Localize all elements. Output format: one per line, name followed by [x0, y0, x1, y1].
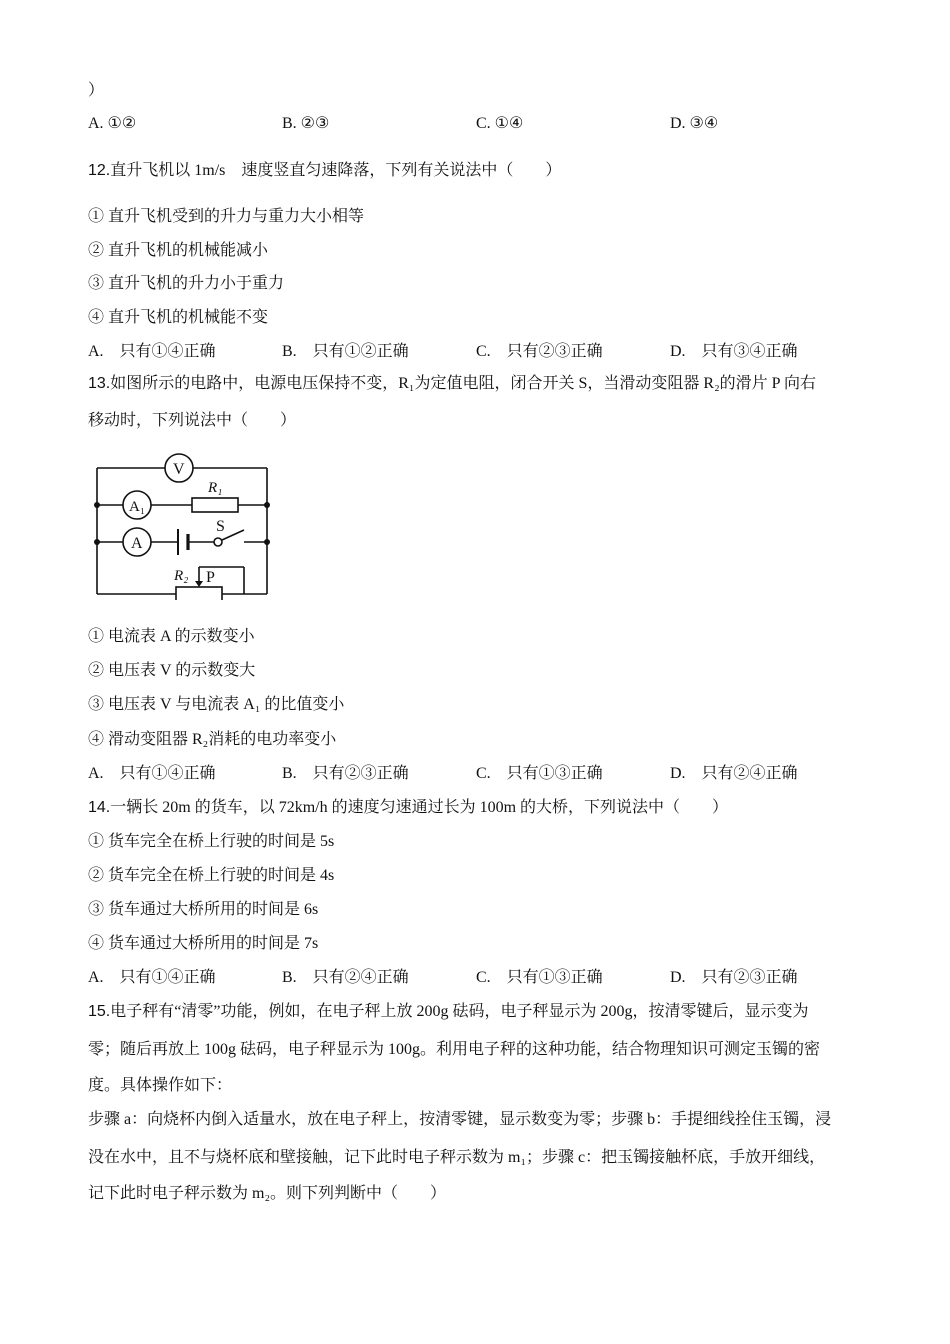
- q12-options: [88, 341, 868, 363]
- q11-option-a[interactable]: A. ①②: [88, 115, 137, 132]
- q12-stem: [88, 160, 561, 182]
- q12-statement-4: ④ 直升飞机的机械能不变: [88, 309, 269, 326]
- q14-statement-4: ④ 货车通过大桥所用的时间是 7s: [88, 935, 319, 952]
- q13-number: 13.: [88, 375, 111, 392]
- q13-options: [88, 763, 868, 785]
- q12-statement-2: ② 直升飞机的机械能减小: [88, 242, 269, 259]
- q12-statement-1: ① 直升飞机受到的升力与重力大小相等: [88, 208, 365, 225]
- q14-stem: [88, 797, 728, 819]
- q12-statement-3: ③ 直升飞机的升力小于重力: [88, 275, 285, 292]
- q15-line-3: 度。具体操作如下：: [88, 1077, 233, 1094]
- q14-statement-3: ③ 货车通过大桥所用的时间是 6s: [88, 901, 319, 918]
- r1-label: R₁: [208, 480, 223, 496]
- q15-line-6: 记下此时电子秤示数为 m₂。则下列判断中（ ）: [88, 1185, 447, 1202]
- q14-option-c[interactable]: C. 只有①③正确: [476, 969, 603, 986]
- ammeter-label: A: [131, 535, 143, 552]
- q14-statement-1: ① 货车完全在桥上行驶的时间是 5s: [88, 833, 335, 850]
- q13-statement-4: ④ 滑动变阻器 R₂消耗的电功率变小: [88, 731, 337, 748]
- q14-options: [88, 967, 868, 989]
- circuit-diagram: [92, 450, 282, 600]
- q13-statement-3: ③ 电压表 V 与电流表 A₁ 的比值变小: [88, 696, 345, 713]
- q14-option-d[interactable]: D. 只有②③正确: [670, 969, 798, 986]
- q14-stem-text: 一辆长 20m 的货车，以 72km/h 的速度匀速通过长为 100m 的大桥，下列说法中（ ）: [110, 799, 729, 816]
- q12-number: 12.: [88, 162, 111, 179]
- q11-option-b[interactable]: B. ②③: [282, 115, 330, 132]
- q13-statement-2: ② 电压表 V 的示数变大: [88, 662, 256, 679]
- ammeter1-label: A₁: [129, 499, 146, 515]
- q13-option-a[interactable]: A. 只有①④正确: [88, 765, 216, 782]
- q15-line-1: [88, 1001, 808, 1023]
- q13-option-d[interactable]: D. 只有②④正确: [670, 765, 798, 782]
- q14-statement-2: ② 货车完全在桥上行驶的时间是 4s: [88, 867, 335, 884]
- q13-stem-line1: [88, 373, 816, 395]
- q12-option-b[interactable]: B. 只有①②正确: [282, 343, 409, 360]
- q15-line-4: 步骤 a：向烧杯内倒入适量水，放在电子秤上，按清零键，显示数变为零；步骤 b：手提细线拴住玉镯，浸: [88, 1111, 832, 1128]
- switch-label: S: [216, 518, 225, 535]
- q14-option-a[interactable]: A. 只有①④正确: [88, 969, 216, 986]
- q12-stem-text: 直升飞机以 1m/s 速度竖直匀速降落，下列有关说法中（ ）: [110, 162, 562, 179]
- slider-label: P: [206, 569, 215, 586]
- q15-line-5: 没在水中，且不与烧杯底和壁接触，记下此时电子秤示数为 m₁；步骤 c：把玉镯接触杯底，手放开细线，: [88, 1149, 826, 1166]
- q14-number: 14.: [88, 799, 111, 816]
- q14-option-b[interactable]: B. 只有②④正确: [282, 969, 409, 986]
- q13-statement-1: ① 电流表 A 的示数变小: [88, 628, 255, 645]
- r2-label: R₂: [174, 568, 189, 584]
- q15-number: 15.: [88, 1003, 111, 1020]
- q12-option-d[interactable]: D. 只有③④正确: [670, 343, 798, 360]
- q11-options: [88, 113, 868, 135]
- q13-option-c[interactable]: C. 只有①③正确: [476, 765, 603, 782]
- q13-option-b[interactable]: B. 只有②③正确: [282, 765, 409, 782]
- q13-stem-text: 如图所示的电路中，电源电压保持不变，R₁为定值电阻，闭合开关 S，当滑动变阻器 R₂的滑片 P 向右: [110, 375, 816, 392]
- q11-tail: ）: [88, 82, 105, 99]
- q12-option-c[interactable]: C. 只有②③正确: [476, 343, 603, 360]
- q13-stem-line2: 移动时，下列说法中（ ）: [88, 412, 297, 429]
- voltmeter-label: V: [173, 461, 185, 478]
- q11-option-c[interactable]: C. ①④: [476, 115, 524, 132]
- q15-line-1-text: 电子秤有“清零”功能，例如，在电子秤上放 200g 砝码，电子秤显示为 200g，按清零键后，显示变为: [110, 1003, 809, 1020]
- q11-option-d[interactable]: D. ③④: [670, 115, 719, 132]
- q12-option-a[interactable]: A. 只有①④正确: [88, 343, 216, 360]
- q15-line-2: 零；随后再放上 100g 砝码，电子秤显示为 100g。利用电子秤的这种功能，结合物理知识可测定玉镯的密: [88, 1041, 821, 1058]
